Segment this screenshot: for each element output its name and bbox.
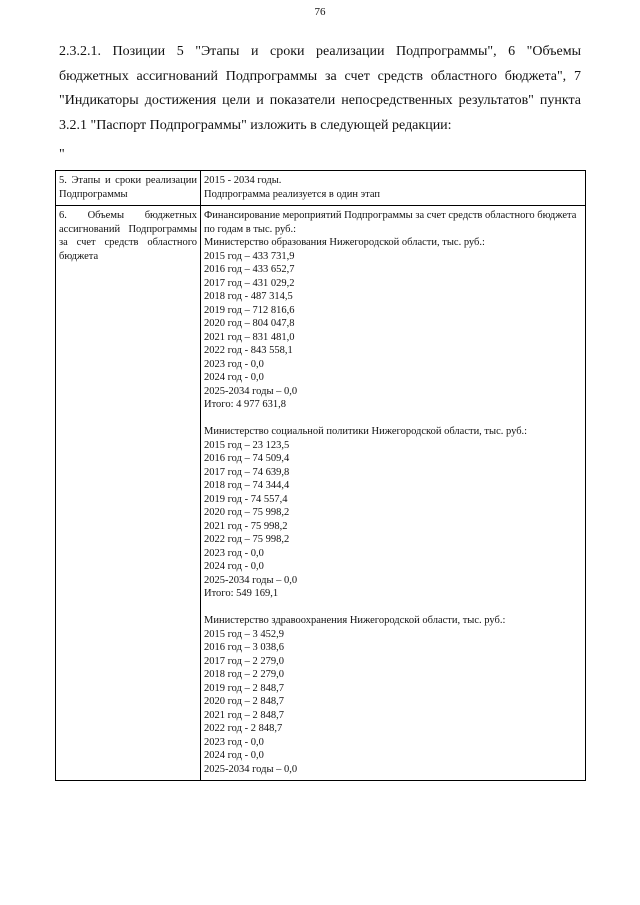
education-ministry-lines bbox=[204, 250, 582, 412]
education-amount-line: Итого: 4 977 631,8 bbox=[204, 399, 286, 410]
education-amount-line: 2020 год – 804 047,8 bbox=[204, 318, 295, 329]
row6-label: 6. Объемы бюджетных ассигнований Подпрограммы за счет средств областного бюджета bbox=[56, 206, 201, 781]
social-amount-line: 2022 год – 75 998,2 bbox=[204, 534, 290, 545]
financing-intro: Финансирование мероприятий Подпрограммы за счет средств областного бюджета по годам в тыс. руб.: bbox=[204, 210, 577, 235]
page-number: 76 bbox=[314, 6, 326, 18]
health-ministry-title: Министерство здравоохранения Нижегородской области, тыс. руб.: bbox=[204, 615, 506, 626]
education-amount-line: 2018 год - 487 314,5 bbox=[204, 291, 293, 302]
education-ministry-title: Министерство образования Нижегородской области, тыс. руб.: bbox=[204, 237, 485, 248]
health-ministry-lines bbox=[204, 628, 582, 777]
health-amount-line: 2017 год – 2 279,0 bbox=[204, 655, 284, 667]
education-amount-line: 2021 год – 831 481,0 bbox=[204, 331, 295, 343]
subprogram-passport-table bbox=[55, 170, 586, 781]
row5-line: 2015 - 2034 годы. bbox=[204, 175, 282, 186]
social-amount-line: 2019 год - 74 557,4 bbox=[204, 493, 288, 505]
education-amount-line: 2017 год – 431 029,2 bbox=[204, 277, 295, 289]
social-amount-line: 2017 год – 74 639,8 bbox=[204, 466, 290, 478]
social-amount-line: 2018 год – 74 344,4 bbox=[204, 480, 290, 491]
health-amount-line: 2025-2034 годы – 0,0 bbox=[204, 763, 298, 775]
health-amount-line: 2020 год – 2 848,7 bbox=[204, 696, 284, 707]
education-amount-line: 2023 год - 0,0 bbox=[204, 358, 264, 370]
education-amount-line: 2025-2034 годы – 0,0 bbox=[204, 385, 298, 397]
row5-lines bbox=[204, 174, 582, 201]
health-amount-line: 2024 год - 0,0 bbox=[204, 750, 264, 761]
row5-line: Подпрограмма реализуется в один этап bbox=[204, 188, 380, 200]
social-amount-line: 2021 год - 75 998,2 bbox=[204, 520, 288, 532]
row5-label: 5. Этапы и сроки реализации Подпрограммы bbox=[56, 171, 201, 206]
social-amount-line: 2025-2034 годы – 0,0 bbox=[204, 574, 298, 586]
table-row-stages bbox=[56, 171, 586, 206]
intro-paragraph: 2.3.2.1. Позиции 5 "Этапы и сроки реализации Подпрограммы", 6 "Объемы бюджетных ассигнований Подпрограммы за счет средств областного бюджета", 7 "Индикаторы достижения цели и показатели непосредственных результатов" пункта 3.2.1 "Паспорт Подпрограммы" изложить в следующей редакции: bbox=[59, 44, 581, 133]
table-row-budget bbox=[56, 206, 586, 781]
social-amount-line: 2023 год - 0,0 bbox=[204, 547, 264, 559]
health-amount-line: 2022 год - 2 848,7 bbox=[204, 723, 283, 734]
social-amount-line: 2020 год – 75 998,2 bbox=[204, 507, 290, 518]
health-amount-line: 2023 год - 0,0 bbox=[204, 736, 264, 748]
education-amount-line: 2019 год – 712 816,6 bbox=[204, 304, 295, 316]
social-amount-line: 2016 год – 74 509,4 bbox=[204, 453, 290, 464]
education-amount-line: 2016 год – 433 652,7 bbox=[204, 264, 295, 275]
social-amount-line: 2015 год – 23 123,5 bbox=[204, 439, 290, 451]
social-amount-line: Итого: 549 169,1 bbox=[204, 588, 279, 599]
education-amount-line: 2024 год - 0,0 bbox=[204, 372, 264, 383]
social-ministry-lines bbox=[204, 439, 582, 601]
health-amount-line: 2016 год – 3 038,6 bbox=[204, 642, 284, 653]
education-amount-line: 2022 год - 843 558,1 bbox=[204, 345, 293, 356]
education-amount-line: 2015 год – 433 731,9 bbox=[204, 250, 295, 262]
health-amount-line: 2015 год – 3 452,9 bbox=[204, 628, 284, 640]
social-amount-line: 2024 год - 0,0 bbox=[204, 561, 264, 572]
row5-content bbox=[201, 171, 586, 206]
health-amount-line: 2021 год – 2 848,7 bbox=[204, 709, 284, 721]
row6-content bbox=[201, 206, 586, 781]
opening-quote-mark: " bbox=[59, 147, 65, 162]
health-amount-line: 2019 год – 2 848,7 bbox=[204, 682, 284, 694]
health-amount-line: 2018 год – 2 279,0 bbox=[204, 669, 284, 680]
social-ministry-title: Министерство социальной политики Нижегородской области, тыс. руб.: bbox=[204, 426, 528, 437]
